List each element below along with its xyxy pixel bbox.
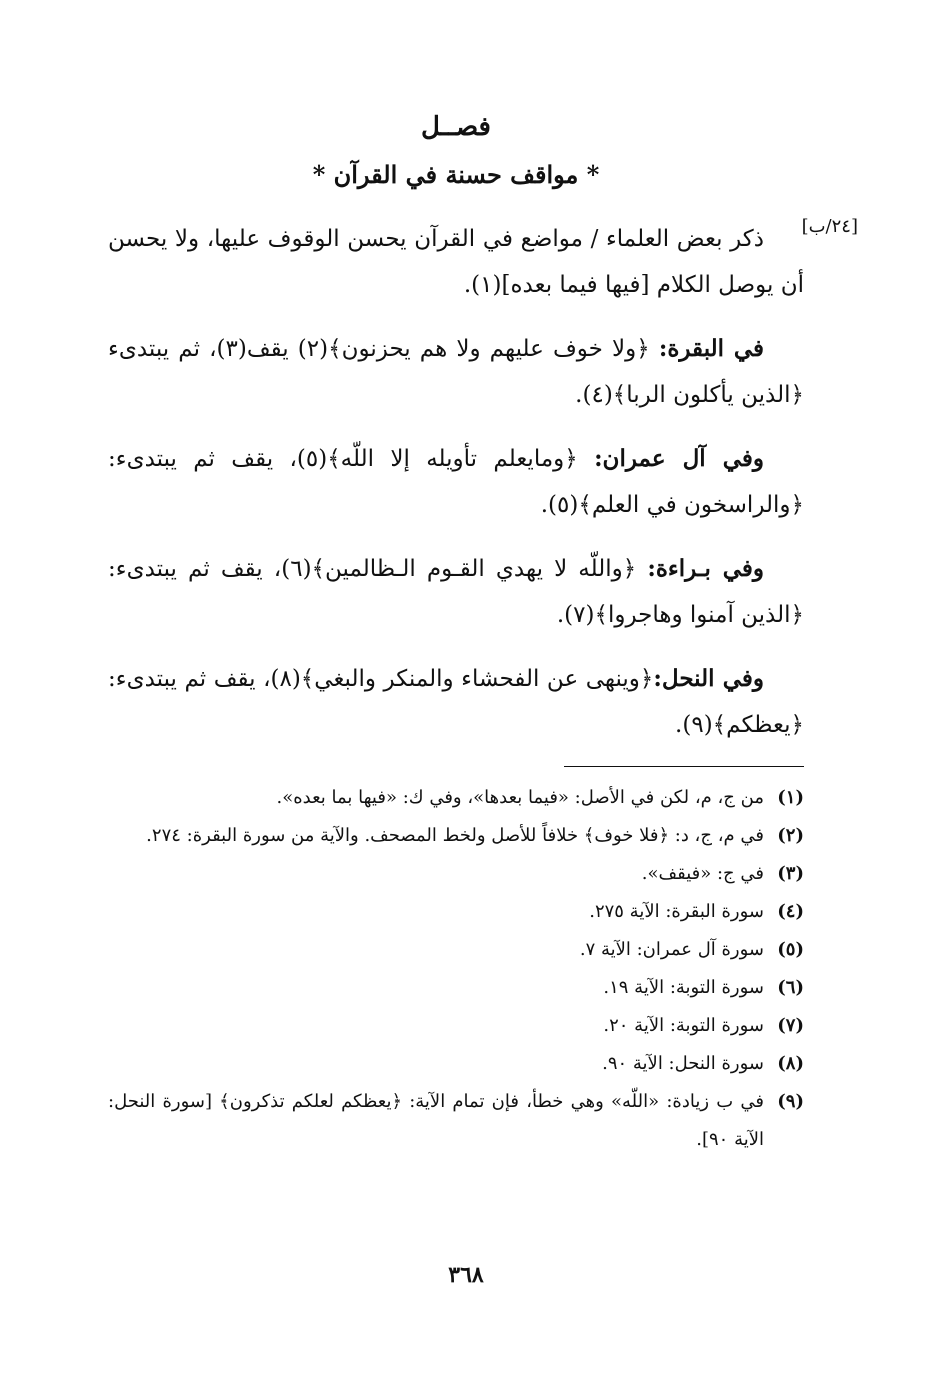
paragraph-text: ﴿واللّه لا يهدي القـوم الـظالمين﴾(٦)، يقف ثم يبتدىء: ﴿الذين آمنوا وهاجروا﴾(٧).	[108, 556, 804, 628]
footnote-number: (٧)	[777, 1015, 804, 1036]
footnote	[108, 931, 804, 969]
paragraph-text: ﴿وينهى عن الفحشاء والمنكر والبغي﴾(٨)، يقف ثم يبتدىء: ﴿يعظكم﴾(٩).	[108, 666, 804, 738]
footnote-text: سورة التوبة: الآية ٢٠.	[603, 1015, 764, 1036]
footnote-text: سورة النحل: الآية ٩٠.	[602, 1053, 764, 1074]
paragraph	[108, 656, 804, 748]
page-number: ٣٦٨	[448, 1262, 484, 1288]
footnote	[108, 1083, 804, 1159]
paragraph-text: ذكر بعض العلماء / مواضع في القرآن يحسن الوقوف عليها، ولا يحسن أن يوصل الكلام [فيها فيما بعده](١).	[108, 226, 804, 298]
paragraph-lead: وفي آل عمران:	[594, 445, 764, 472]
section-heading: * مواقف حسنة في القرآن *	[312, 160, 600, 189]
page-body	[108, 110, 858, 1159]
footnote	[108, 855, 804, 893]
footnote-divider	[564, 766, 804, 767]
footnote-text: سورة آل عمران: الآية ٧.	[579, 939, 764, 960]
footnotes	[108, 779, 804, 1159]
paragraph-text: ﴿ولا خوف عليهم ولا هم يحزنون﴾(٢) يقف(٣)، ثم يبتدىء ﴿الذين يأكلون الربا﴾(٤).	[108, 336, 804, 408]
paragraph-lead: في البقرة:	[658, 335, 764, 362]
footnote-text: سورة التوبة: الآية ١٩.	[603, 977, 764, 998]
footnote-number: (٢)	[777, 825, 804, 846]
paragraph-wrapper	[108, 216, 858, 308]
footnote	[108, 817, 804, 855]
paragraph-lead: وفي بـراءة:	[647, 555, 764, 582]
footnote-text: في ج: «فيقف».	[641, 863, 764, 884]
paragraph	[108, 546, 804, 638]
footnote	[108, 969, 804, 1007]
footnote	[108, 779, 804, 817]
paragraph-text: ﴿ومايعلم تأويله إلا اللّه﴾(٥)، يقف ثم يبتدىء: ﴿والراسخون في العلم﴾(٥).	[108, 446, 804, 518]
footnote-text: في م، ج، د: ﴿فلا خوف﴾ خلافاً للأصل ولخط المصحف. والآية من سورة البقرة: ٢٧٤.	[146, 825, 764, 846]
footnote	[108, 893, 804, 931]
footnote	[108, 1045, 804, 1083]
folio-marker: [٢٤/ب]	[801, 216, 858, 237]
chapter-title: فصــل	[421, 112, 491, 142]
footnote-number: (٤)	[777, 901, 804, 922]
paragraph	[108, 436, 804, 528]
footnote-text: في ب زيادة: «اللّه» وهي خطأ، فإن تمام الآية: ﴿يعظكم لعلكم تذكرون﴾ [سورة النحل: الآية ٩٠].	[108, 1091, 764, 1150]
footnote-number: (٨)	[777, 1053, 804, 1074]
footnote	[108, 1007, 804, 1045]
footnote-number: (٩)	[777, 1091, 804, 1112]
footnote-text: من ج، م، لكن في الأصل: «فيما بعدها»، وفي ك: «فيها بما بعده».	[276, 787, 764, 808]
paragraph	[108, 326, 804, 418]
footnote-number: (٣)	[777, 863, 804, 884]
footnote-number: (١)	[777, 787, 804, 808]
footnote-text: سورة البقرة: الآية ٢٧٥.	[589, 901, 764, 922]
footnote-number: (٦)	[777, 977, 804, 998]
footnote-number: (٥)	[777, 939, 804, 960]
paragraph-lead: وفي النحل:	[653, 665, 764, 692]
paragraph	[108, 216, 804, 308]
